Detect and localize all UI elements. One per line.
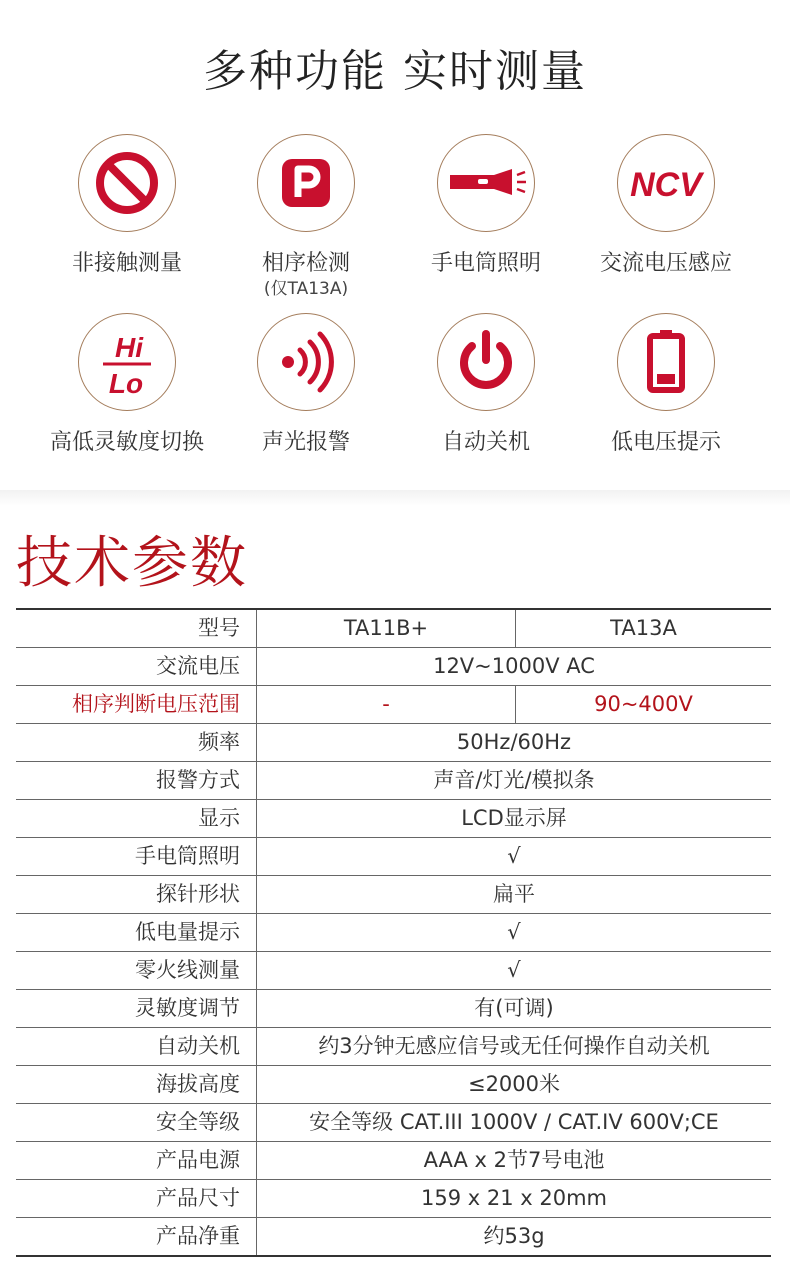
feature-circle <box>78 134 176 232</box>
spec-value-model-2: 90~400V <box>516 686 772 724</box>
feature-label: 声光报警 <box>261 430 350 455</box>
spec-value: √ <box>257 952 772 990</box>
spec-label: 安全等级 <box>16 1104 257 1142</box>
feature-circle <box>257 134 355 232</box>
table-row <box>16 648 771 686</box>
spec-value: √ <box>257 914 772 952</box>
table-row <box>16 1218 771 1257</box>
table-row <box>16 1028 771 1066</box>
section-divider <box>0 490 790 506</box>
svg-text:NCV: NCV <box>630 166 702 204</box>
spec-value: 声音/灯光/模拟条 <box>257 762 772 800</box>
low-battery-icon <box>618 314 714 410</box>
power-off-icon <box>438 314 534 410</box>
spec-label: 产品净重 <box>16 1218 257 1257</box>
feature-item-flashlight <box>391 134 581 278</box>
table-row <box>16 876 771 914</box>
spec-label: 相序判断电压范围 <box>16 686 257 724</box>
specs-title: 技术参数 <box>16 531 248 596</box>
spec-model-2: TA13A <box>516 609 772 648</box>
sound-light-alarm-icon <box>258 314 354 410</box>
spec-value: ≤2000米 <box>257 1066 772 1104</box>
table-row <box>16 1142 771 1180</box>
feature-item-ncv <box>571 134 761 278</box>
feature-item-no-contact <box>32 134 222 278</box>
spec-label: 海拔高度 <box>16 1066 257 1104</box>
feature-circle <box>617 134 715 232</box>
spec-label: 产品电源 <box>16 1142 257 1180</box>
features-title: 多种功能 实时测量 <box>203 46 587 97</box>
hi-lo-icon <box>79 314 175 410</box>
flashlight-icon <box>438 135 534 231</box>
no-contact-icon <box>79 135 175 231</box>
spec-label: 型号 <box>16 609 257 648</box>
table-header-row <box>16 609 771 648</box>
spec-value: LCD显示屏 <box>257 800 772 838</box>
feature-label: 低电压提示 <box>610 430 721 455</box>
feature-item-low-battery <box>571 313 761 457</box>
table-row <box>16 914 771 952</box>
spec-label: 探针形状 <box>16 876 257 914</box>
table-row <box>16 952 771 990</box>
table-row <box>16 800 771 838</box>
spec-label: 频率 <box>16 724 257 762</box>
table-row <box>16 1180 771 1218</box>
spec-value: 159 x 21 x 20mm <box>257 1180 772 1218</box>
spec-label: 报警方式 <box>16 762 257 800</box>
spec-value: 12V~1000V AC <box>257 648 772 686</box>
table-row <box>16 724 771 762</box>
spec-label: 交流电压 <box>16 648 257 686</box>
spec-label: 产品尺寸 <box>16 1180 257 1218</box>
feature-item-power-off <box>391 313 581 457</box>
svg-text:Hi: Hi <box>115 332 143 363</box>
feature-sublabel: (仅TA13A) <box>263 279 349 299</box>
feature-label: 非接触测量 <box>71 251 182 276</box>
spec-value: 安全等级 CAT.III 1000V / CAT.IV 600V;CE <box>257 1104 772 1142</box>
feature-circle <box>437 313 535 411</box>
spec-label: 自动关机 <box>16 1028 257 1066</box>
svg-text:Lo: Lo <box>108 368 144 399</box>
table-row <box>16 990 771 1028</box>
feature-circle <box>437 134 535 232</box>
spec-label: 低电量提示 <box>16 914 257 952</box>
feature-item-alarm <box>211 313 401 457</box>
spec-label: 灵敏度调节 <box>16 990 257 1028</box>
spec-model-1: TA11B+ <box>257 609 516 648</box>
table-row <box>16 686 771 724</box>
feature-circle <box>617 313 715 411</box>
phase-p-icon <box>258 135 354 231</box>
spec-value: AAA x 2节7号电池 <box>257 1142 772 1180</box>
spec-value: √ <box>257 838 772 876</box>
spec-label: 零火线测量 <box>16 952 257 990</box>
feature-label: 交流电压感应 <box>599 251 732 276</box>
feature-label: 相序检测 <box>261 251 350 276</box>
spec-value: 扁平 <box>257 876 772 914</box>
features-section <box>0 0 790 497</box>
spec-value: 50Hz/60Hz <box>257 724 772 762</box>
spec-value: 约53g <box>257 1218 772 1257</box>
table-row <box>16 762 771 800</box>
spec-value-model-1: - <box>257 686 516 724</box>
ncv-icon <box>618 135 714 231</box>
spec-value: 有(可调) <box>257 990 772 1028</box>
spec-label: 手电筒照明 <box>16 838 257 876</box>
feature-circle <box>257 313 355 411</box>
feature-item-phase <box>211 134 401 300</box>
table-row <box>16 1066 771 1104</box>
specs-table <box>16 608 771 1257</box>
spec-value: 约3分钟无感应信号或无任何操作自动关机 <box>257 1028 772 1066</box>
table-row <box>16 838 771 876</box>
feature-label: 自动关机 <box>441 430 530 455</box>
feature-circle <box>78 313 176 411</box>
table-row <box>16 1104 771 1142</box>
spec-label: 显示 <box>16 800 257 838</box>
features-grid <box>0 0 790 497</box>
feature-label: 高低灵敏度切换 <box>49 430 204 455</box>
feature-label: 手电筒照明 <box>430 251 541 276</box>
feature-item-hi-lo <box>32 313 222 457</box>
